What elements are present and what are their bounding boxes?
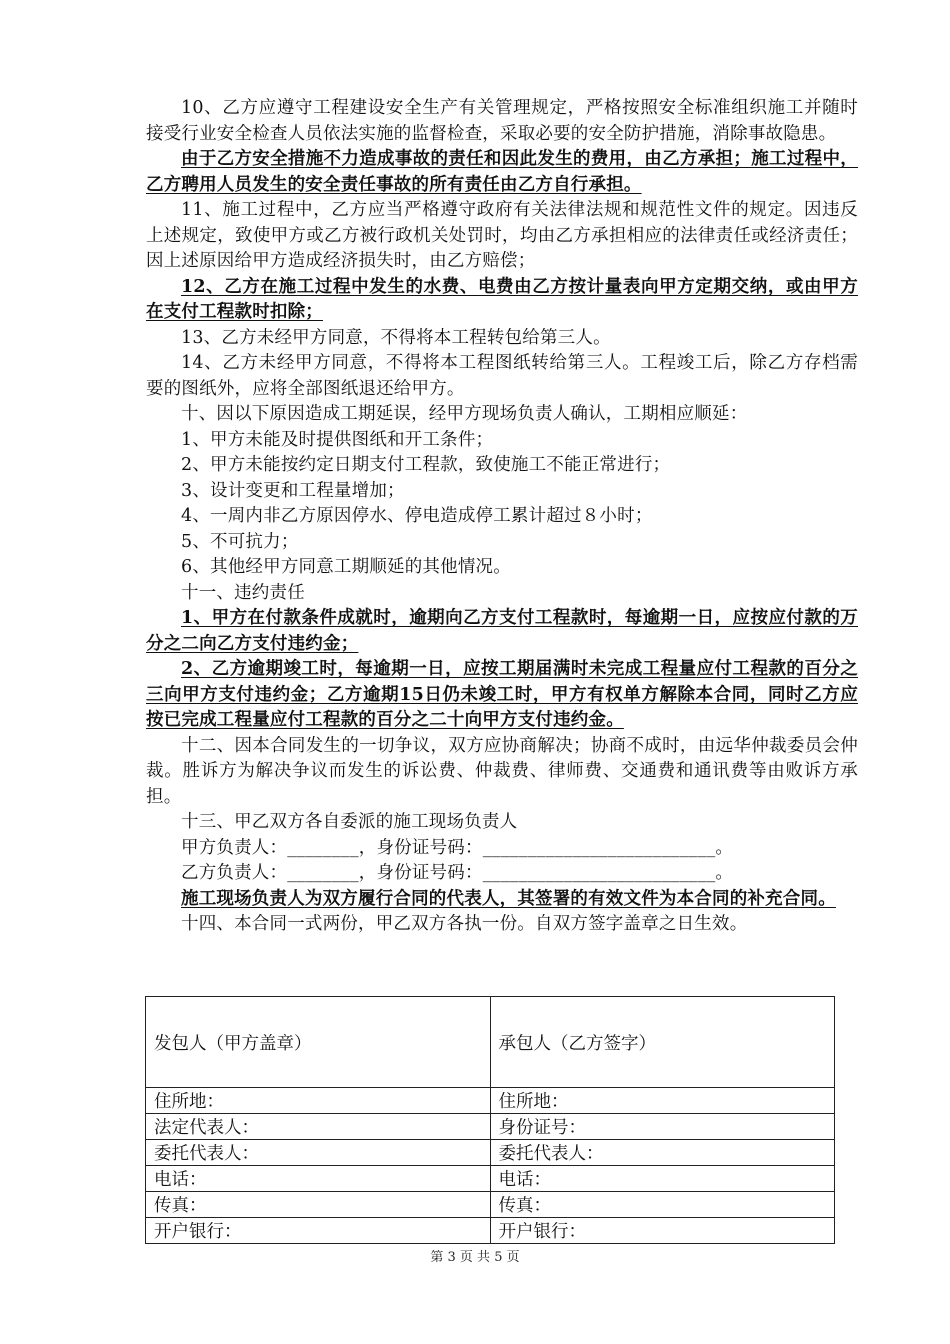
party-b-field: 住所地： bbox=[490, 1088, 835, 1114]
party-a-field: 开户银行： bbox=[146, 1218, 491, 1244]
party-a-field: 法定代表人： bbox=[146, 1114, 491, 1140]
party-a-field: 委托代表人： bbox=[146, 1140, 491, 1166]
emphasized-clause bbox=[146, 606, 858, 657]
paragraph-text: 13、乙方未经甲方同意，不得将本工程转包给第三人。 bbox=[181, 327, 611, 348]
contract-paragraph bbox=[146, 530, 858, 556]
contract-paragraph bbox=[146, 479, 858, 505]
emphasized-clause bbox=[146, 657, 858, 734]
emphasized-clause bbox=[146, 887, 858, 913]
paragraph-text: 十四、本合同一式两份，甲乙双方各执一份。自双方签字盖章之日生效。 bbox=[181, 914, 748, 934]
paragraph-text: 10、乙方应遵守工程建设安全生产有关管理规定，严格按照安全标准组织施工并随时接受行业安全检查人员依法实施的监督检查，采取必要的安全防护措施，消除事故隐患。 bbox=[146, 98, 858, 144]
party-b-field: 开户银行： bbox=[490, 1218, 835, 1244]
paragraph-text: 2、乙方逾期竣工时，每逾期一日，应按工期届满时未完成工程量应付工程款的百分之三向甲方支付违约金；乙方逾期15日仍未竣工时，甲方有权单方解除本合同，同时乙方应按已完成工程量应付工程款的百分之二十向甲方支付违约金。 bbox=[146, 659, 858, 730]
paragraph-text: 4、一周内非乙方原因停水、停电造成停工累计超过８小时； bbox=[181, 506, 653, 526]
contract-paragraph bbox=[146, 402, 858, 428]
paragraph-text: 5、不可抗力； bbox=[181, 531, 299, 552]
party-b-field: 委托代表人： bbox=[490, 1140, 835, 1166]
party-a-field: 电话： bbox=[146, 1166, 491, 1192]
party-b-field: 电话： bbox=[490, 1166, 835, 1192]
paragraph-text: 11、施工过程中，乙方应当严格遵守政府有关法律法规和规范性文件的规定。因违反上述规定，致使甲方或乙方被行政机关处罚时，均由乙方承担相应的法律责任或经济责任；因上述原因给甲方造成经济损失时，由乙方赔偿； bbox=[146, 200, 858, 271]
party-a-field: 传真： bbox=[146, 1192, 491, 1218]
signature-header-row bbox=[146, 997, 835, 1088]
emphasized-clause bbox=[146, 275, 858, 326]
paragraph-text: 甲方负责人：________，身份证号码：__________________________。 bbox=[181, 837, 734, 858]
signature-row bbox=[146, 1140, 835, 1166]
contract-paragraph bbox=[146, 912, 858, 938]
contract-paragraph bbox=[146, 555, 858, 581]
page-footer: 第 3 页 共 5 页 bbox=[430, 1250, 520, 1265]
contract-paragraph bbox=[146, 861, 858, 887]
paragraph-text: 十、因以下原因造成工期延误，经甲方现场负责人确认，工期相应顺延： bbox=[181, 404, 748, 424]
paragraph-text: 6、其他经甲方同意工期顺延的其他情况。 bbox=[181, 557, 511, 577]
signature-row bbox=[146, 1114, 835, 1140]
contract-paragraph bbox=[146, 351, 858, 402]
contract-body bbox=[146, 96, 858, 938]
contract-paragraph bbox=[146, 810, 858, 836]
paragraph-text: 12、乙方在施工过程中发生的水费、电费由乙方按计量表向甲方定期交纳，或由甲方在支付工程款时扣除； bbox=[146, 276, 858, 322]
contract-paragraph bbox=[146, 428, 858, 454]
party-b-field: 身份证号： bbox=[490, 1114, 835, 1140]
signature-row bbox=[146, 1218, 835, 1244]
party-b-field: 传真： bbox=[490, 1192, 835, 1218]
signature-row bbox=[146, 1166, 835, 1192]
paragraph-text: 由于乙方安全措施不力造成事故的责任和因此发生的费用，由乙方承担；施工过程中，乙方聘用人员发生的安全责任事故的所有责任由乙方自行承担。 bbox=[146, 149, 858, 195]
contract-paragraph bbox=[146, 734, 858, 811]
signature-table bbox=[145, 996, 835, 1244]
paragraph-text: 施工现场负责人为双方履行合同的代表人，其签署的有效文件为本合同的补充合同。 bbox=[181, 888, 836, 909]
paragraph-text: 1、甲方未能及时提供图纸和开工条件； bbox=[181, 429, 494, 450]
party-a-field: 住所地： bbox=[146, 1088, 491, 1114]
paragraph-text: 3、设计变更和工程量增加； bbox=[181, 480, 405, 501]
contract-paragraph bbox=[146, 581, 858, 607]
paragraph-text: 14、乙方未经甲方同意，不得将本工程图纸转给第三人。工程竣工后，除乙方存档需要的图纸外，应将全部图纸退还给甲方。 bbox=[146, 353, 858, 399]
emphasized-clause bbox=[146, 147, 858, 198]
paragraph-text: 十二、因本合同发生的一切争议，双方应协商解决；协商不成时，由远华仲裁委员会仲裁。胜诉方为解决争议而发生的诉讼费、仲裁费、律师费、交通费和通讯费等由败诉方承担。 bbox=[146, 735, 858, 807]
contract-paragraph bbox=[146, 504, 858, 530]
paragraph-text: 2、甲方未能按约定日期支付工程款，致使施工不能正常进行； bbox=[181, 455, 671, 475]
paragraph-text: 十三、甲乙双方各自委派的施工现场负责人 bbox=[181, 812, 518, 832]
paragraph-text: 十一、违约责任 bbox=[181, 582, 305, 603]
party-a-header: 发包人（甲方盖章） bbox=[146, 997, 491, 1088]
signature-row bbox=[146, 1192, 835, 1218]
paragraph-text: 乙方负责人：________，身份证号码：__________________________。 bbox=[181, 863, 734, 883]
signature-row bbox=[146, 1088, 835, 1114]
party-b-header: 承包人（乙方签字） bbox=[490, 997, 835, 1088]
contract-paragraph bbox=[146, 836, 858, 862]
contract-paragraph bbox=[146, 198, 858, 275]
contract-paragraph bbox=[146, 96, 858, 147]
contract-paragraph bbox=[146, 326, 858, 352]
contract-paragraph bbox=[146, 453, 858, 479]
paragraph-text: 1、甲方在付款条件成就时，逾期向乙方支付工程款时，每逾期一日，应按应付款的万分之二向乙方支付违约金； bbox=[146, 608, 858, 654]
